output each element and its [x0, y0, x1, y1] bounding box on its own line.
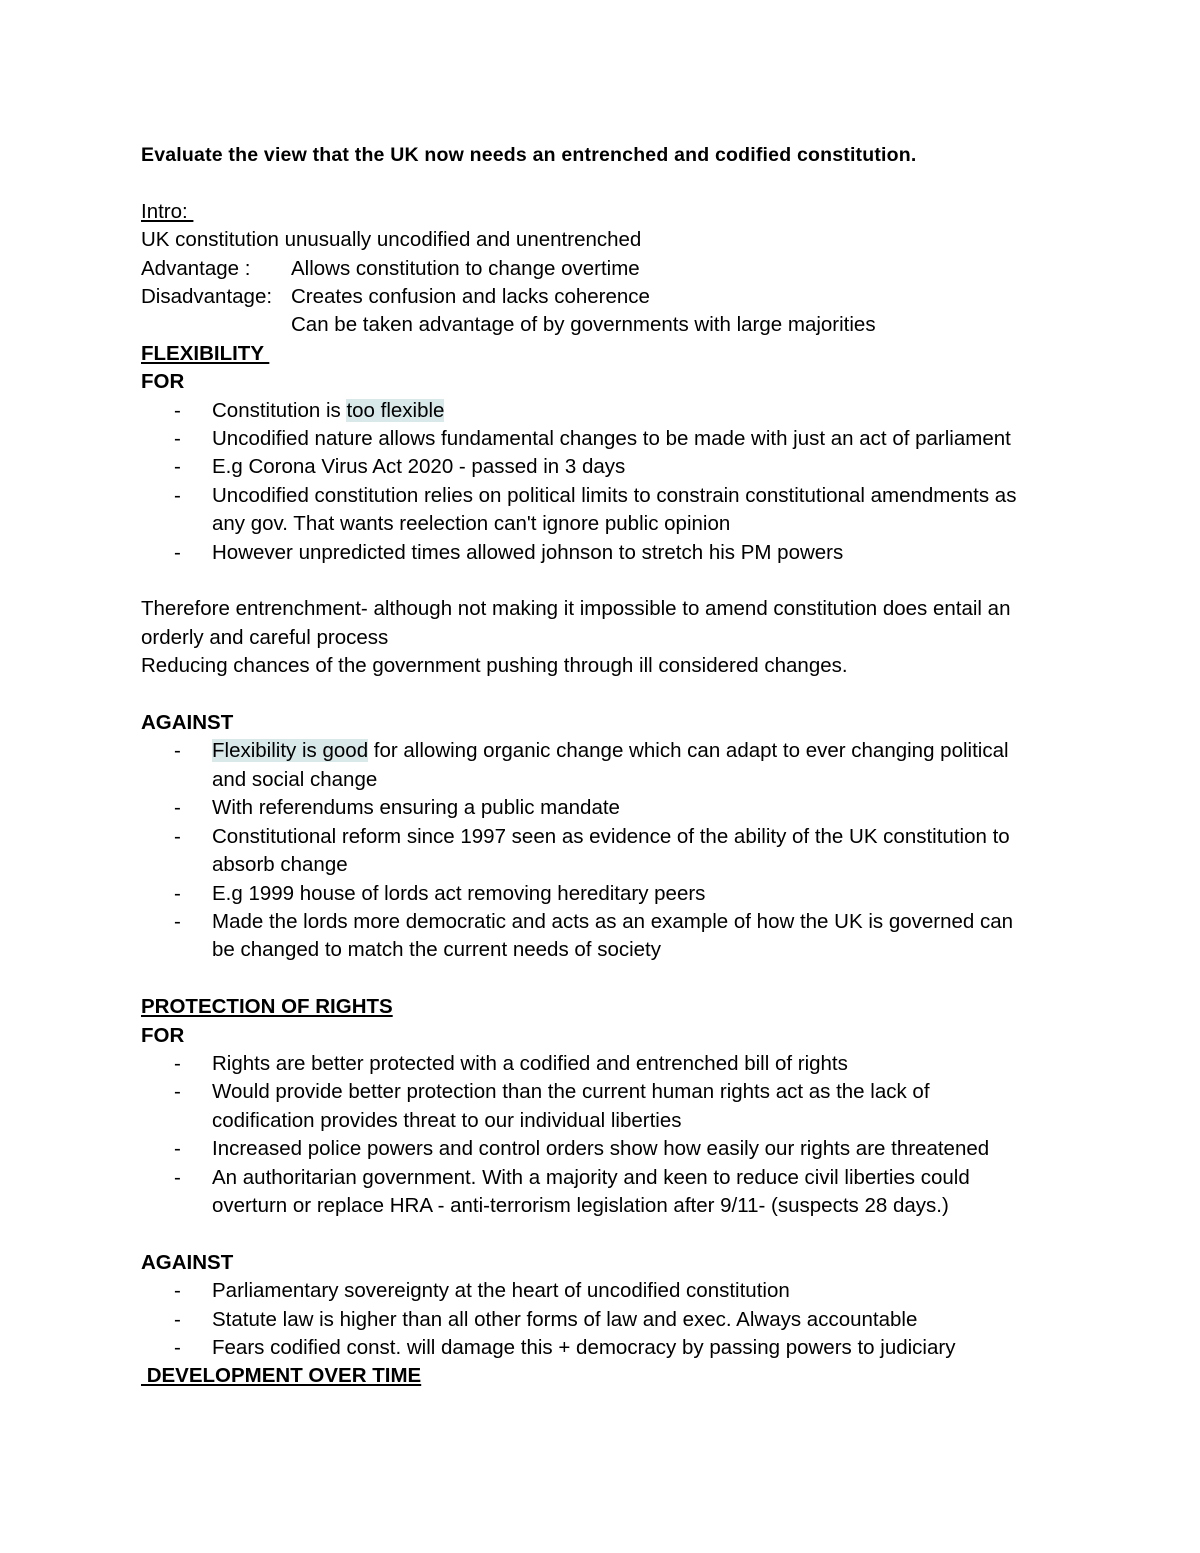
bullet-text: Uncodified nature allows fundamental changes to be made with just an act of parliament	[212, 427, 1011, 451]
document-title: Evaluate the view that the UK now needs an entrenched and codified constitution.	[141, 144, 917, 166]
list-item	[141, 539, 1081, 567]
list-item	[141, 737, 1081, 794]
list-item	[141, 397, 1081, 425]
list-item	[141, 1078, 1081, 1135]
list-item	[141, 1050, 1081, 1078]
bullet-text: Fears codified const. will damage this + democracy by passing powers to judiciary	[212, 1335, 956, 1359]
list-item	[141, 425, 1081, 453]
bullet-text-line: Made the lords more democratic and acts as an example of how the UK is governed can	[212, 909, 1014, 933]
bullet-text-line	[212, 737, 1081, 765]
bullet-text: for allowing organic change which can adapt to ever changing political	[368, 739, 1009, 763]
rights-against-label: AGAINST	[141, 1250, 234, 1274]
intro-line: UK constitution unusually uncodified and unentrenched	[141, 228, 642, 252]
blank-line	[141, 169, 1081, 197]
bullet-text: Constitution is	[212, 398, 347, 422]
bullet-text-line: and social change	[212, 767, 378, 791]
bullet-dash: -	[174, 1279, 181, 1303]
bullet-text-line: be changed to match the current needs of society	[212, 938, 661, 962]
bullet-dash: -	[174, 1051, 181, 1075]
bullet-text: Rights are better protected with a codified and entrenched bill of rights	[212, 1051, 848, 1075]
blank-line	[141, 1220, 1081, 1248]
blank-line	[141, 681, 1081, 709]
list-item	[141, 908, 1081, 965]
disadvantage-row	[141, 283, 1081, 311]
list-item	[141, 880, 1081, 908]
bullet-dash: -	[174, 427, 181, 451]
flexibility-against-list	[141, 737, 1081, 964]
rights-for-label: FOR	[141, 1023, 185, 1047]
blank-line	[141, 965, 1081, 993]
bullet-dash: -	[174, 1137, 181, 1161]
advantage-row	[141, 255, 1081, 283]
blank-line	[141, 567, 1081, 595]
flexibility-heading: FLEXIBILITY	[141, 341, 270, 365]
list-item	[141, 1164, 1081, 1221]
advantage-label: Advantage :	[141, 256, 251, 280]
bullet-dash: -	[174, 909, 181, 933]
therefore-line-2: orderly and careful process	[141, 625, 389, 649]
list-item	[141, 453, 1081, 481]
bullet-dash: -	[174, 739, 181, 763]
bullet-dash: -	[174, 540, 181, 564]
development-heading: DEVELOPMENT OVER TIME	[141, 1364, 422, 1388]
bullet-dash: -	[174, 455, 181, 479]
list-item	[141, 1306, 1081, 1334]
bullet-text-line: An authoritarian government. With a majority and keen to reduce civil liberties could	[212, 1165, 970, 1189]
bullet-dash: -	[174, 1335, 181, 1359]
bullet-dash: -	[174, 881, 181, 905]
therefore-line-1: Therefore entrenchment- although not making it impossible to amend constitution does entail an	[141, 597, 1011, 621]
bullet-text-line: codification provides threat to our individual liberties	[212, 1108, 682, 1132]
bullet-text-line: any gov. That wants reelection can't ignore public opinion	[212, 512, 731, 536]
list-item	[141, 1334, 1081, 1362]
flexibility-for-list	[141, 397, 1081, 567]
document-page	[141, 141, 1081, 1391]
rights-heading: PROTECTION OF RIGHTS	[141, 995, 393, 1019]
highlighted-text: too flexible	[346, 398, 445, 422]
reducing-line: Reducing chances of the government pushing through ill considered changes.	[141, 654, 848, 678]
list-item	[141, 823, 1081, 880]
bullet-text-line: Uncodified constitution relies on political limits to constrain constitutional amendments as	[212, 483, 1017, 507]
disadvantage-text-2: Can be taken advantage of by governments with large majorities	[291, 313, 876, 337]
disadvantage-text: Creates confusion and lacks coherence	[291, 285, 650, 309]
bullet-text: E.g Corona Virus Act 2020 - passed in 3 days	[212, 455, 626, 479]
list-item	[141, 1277, 1081, 1305]
list-item	[141, 482, 1081, 539]
bullet-dash: -	[174, 1080, 181, 1104]
bullet-text-line: Constitutional reform since 1997 seen as evidence of the ability of the UK constitution to	[212, 824, 1010, 848]
list-item	[141, 794, 1081, 822]
bullet-text: E.g 1999 house of lords act removing hereditary peers	[212, 881, 706, 905]
highlighted-text: Flexibility is good	[212, 739, 369, 763]
bullet-dash: -	[174, 824, 181, 848]
list-item	[141, 1135, 1081, 1163]
bullet-text: Parliamentary sovereignty at the heart of uncodified constitution	[212, 1279, 790, 1303]
bullet-text-line: Would provide better protection than the current human rights act as the lack of	[212, 1080, 930, 1104]
bullet-dash: -	[174, 796, 181, 820]
disadvantage-label: Disadvantage:	[141, 285, 273, 309]
rights-against-list	[141, 1277, 1081, 1362]
bullet-dash: -	[174, 483, 181, 507]
advantage-text: Allows constitution to change overtime	[291, 256, 640, 280]
bullet-text: With referendums ensuring a public mandate	[212, 796, 620, 820]
bullet-dash: -	[174, 1165, 181, 1189]
bullet-dash: -	[174, 1307, 181, 1331]
flexibility-for-label: FOR	[141, 370, 185, 394]
flexibility-against-label: AGAINST	[141, 711, 234, 735]
bullet-dash: -	[174, 398, 181, 422]
rights-for-list	[141, 1050, 1081, 1220]
bullet-text: However unpredicted times allowed johnson to stretch his PM powers	[212, 540, 844, 564]
bullet-text-line: absorb change	[212, 853, 348, 877]
bullet-text-line: overturn or replace HRA - anti-terrorism legislation after 9/11- (suspects 28 days.)	[212, 1193, 949, 1217]
bullet-text: Statute law is higher than all other forms of law and exec. Always accountable	[212, 1307, 918, 1331]
bullet-text: Increased police powers and control orders show how easily our rights are threatened	[212, 1137, 990, 1161]
intro-heading: Intro:	[141, 199, 194, 223]
